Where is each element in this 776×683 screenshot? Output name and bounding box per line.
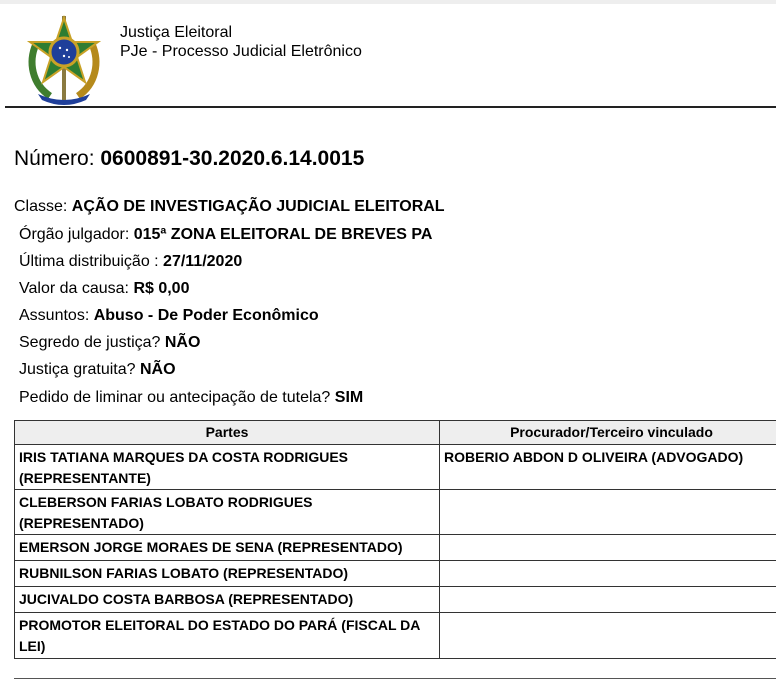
brazil-coat-of-arms-icon: [24, 14, 104, 106]
header-divider: [5, 106, 776, 108]
field-label: Pedido de liminar ou antecipação de tutela?: [19, 389, 335, 406]
table-row: [15, 445, 776, 490]
field-label: Valor da causa:: [19, 280, 134, 297]
field-orgao-julgador: [19, 225, 432, 245]
procurador-cell: ROBERIO ABDON D OLIVEIRA (ADVOGADO): [440, 445, 776, 490]
field-label: Classe:: [14, 198, 72, 215]
procurador-cell: [440, 613, 776, 659]
parte-cell: RUBNILSON FARIAS LOBATO (REPRESENTADO): [15, 561, 440, 587]
field-assuntos: [19, 306, 319, 326]
field-value: 27/11/2020: [163, 253, 243, 270]
table-row: [15, 587, 776, 613]
procurador-cell: [440, 535, 776, 561]
process-number: [14, 146, 364, 172]
field-classe: [14, 197, 445, 217]
field-value: NÃO: [164, 334, 201, 351]
field-ultima-distribuicao: [19, 252, 242, 272]
parte-cell: CLEBERSON FARIAS LOBATO RODRIGUES (REPRESENTADO): [15, 490, 440, 535]
procurador-cell: [440, 587, 776, 613]
table-row: [15, 561, 776, 587]
field-justica-gratuita: [19, 360, 176, 380]
column-header-procurador: Procurador/Terceiro vinculado: [440, 421, 776, 445]
parte-cell: PROMOTOR ELEITORAL DO ESTADO DO PARÁ (FISCAL DA LEI): [15, 613, 440, 659]
process-number-value: 0600891-30.2020.6.14.0015: [100, 147, 365, 170]
parte-cell: JUCIVALDO COSTA BARBOSA (REPRESENTADO): [15, 587, 440, 613]
table-row: [15, 490, 776, 535]
field-valor-causa: [19, 279, 189, 299]
partes-table: [14, 420, 776, 659]
field-segredo-justica: [19, 333, 200, 353]
field-label: Segredo de justiça?: [19, 334, 165, 351]
field-pedido-liminar: [19, 388, 363, 408]
procurador-cell: [440, 490, 776, 535]
system-name: PJe - Processo Judicial Eletrônico: [120, 43, 362, 60]
parte-cell: EMERSON JORGE MORAES DE SENA (REPRESENTADO): [15, 535, 440, 561]
document-header: [0, 4, 776, 108]
field-value: AÇÃO DE INVESTIGAÇÃO JUDICIAL ELEITORAL: [71, 198, 445, 215]
organization-name: Justiça Eleitoral: [120, 24, 233, 41]
table-row: [15, 613, 776, 659]
table-header-row: [15, 421, 776, 445]
column-header-partes: Partes: [15, 421, 440, 445]
procurador-cell: [440, 561, 776, 587]
field-value: 015ª ZONA ELEITORAL DE BREVES PA: [133, 226, 433, 243]
field-value: NÃO: [139, 361, 176, 378]
field-value: R$ 0,00: [133, 280, 190, 297]
field-label: Última distribuição :: [19, 253, 164, 270]
field-label: Justiça gratuita?: [19, 361, 140, 378]
process-number-label: Número:: [14, 147, 101, 170]
field-label: Assuntos:: [19, 307, 94, 324]
bottom-divider: [14, 678, 776, 679]
parte-cell: IRIS TATIANA MARQUES DA COSTA RODRIGUES (REPRESENTANTE): [15, 445, 440, 490]
field-label: Órgão julgador:: [19, 226, 134, 243]
field-value: SIM: [334, 389, 364, 406]
field-value: Abuso - De Poder Econômico: [93, 307, 319, 324]
table-row: [15, 535, 776, 561]
